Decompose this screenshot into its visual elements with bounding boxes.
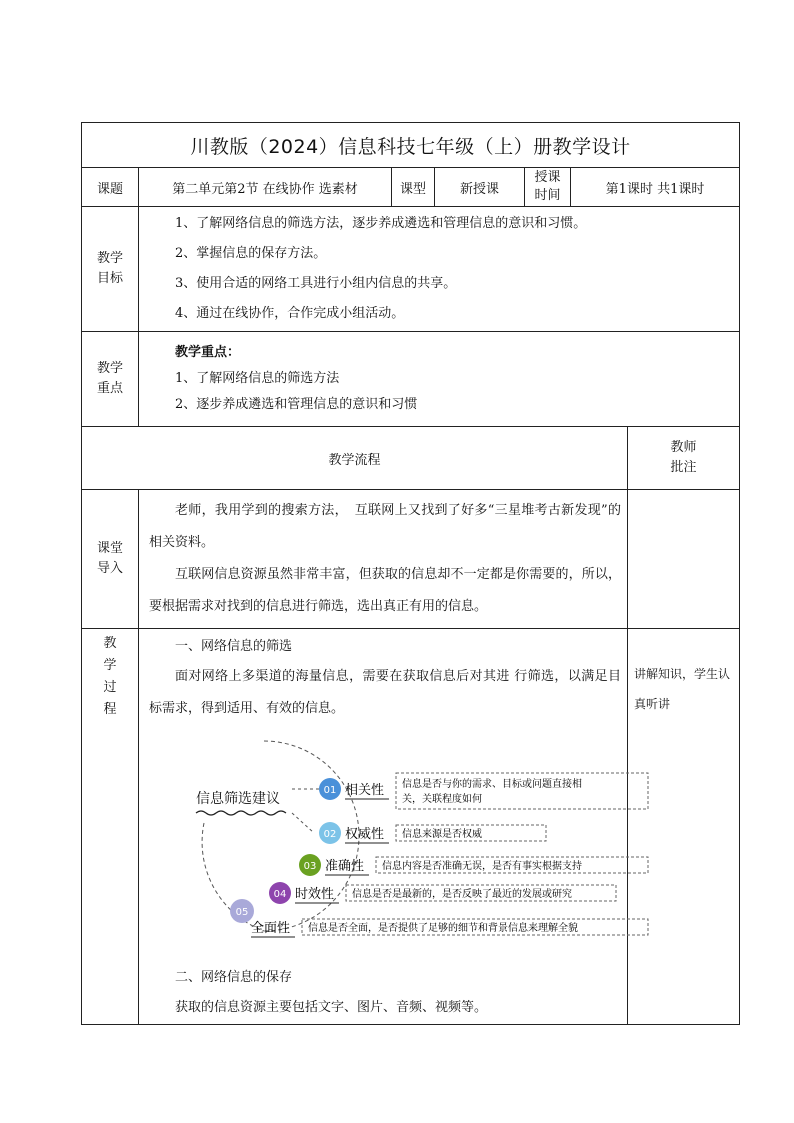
- section-2-text: 获取的信息资源主要包括文字、图片、音频、视频等。: [175, 1000, 488, 1015]
- lesson-plan-table: [81, 122, 740, 1025]
- connector-line: [292, 813, 314, 833]
- section-1-title: 一、网络信息的筛选: [175, 639, 293, 654]
- teacher-note-label-line-1: 教师: [670, 440, 697, 455]
- key-points-label-line-1: 教学: [96, 361, 123, 376]
- item-05-name: 全面性: [251, 921, 291, 936]
- item-05: [230, 899, 648, 937]
- info-filter-diagram: [184, 733, 654, 958]
- item-03-num: 03: [303, 861, 317, 872]
- item-02-desc: 信息来源是否权威: [402, 829, 482, 840]
- process-label-line-3: 过: [103, 680, 117, 695]
- center-label-underline: [196, 811, 286, 815]
- key-points-label: [82, 332, 139, 427]
- item-01-desc-line-2: 关，关联程度如何: [402, 794, 482, 805]
- objectives-label: [82, 207, 139, 332]
- time-label-line-1: 授课: [534, 170, 561, 185]
- item-02-name: 权威性: [345, 827, 385, 842]
- item-01-desc-line-1: 信息是否与你的需求、目标或问题直接相: [402, 779, 582, 790]
- item-04-desc: 信息是否是最新的，是否反映了最近的发展或研究: [352, 889, 572, 900]
- item-04-num: 04: [273, 889, 287, 900]
- type-value: 新授课: [435, 168, 525, 207]
- intro-content: [139, 490, 628, 629]
- time-label-line-2: 时间: [534, 188, 561, 203]
- key-points-content: [139, 332, 740, 427]
- key-points-label-line-2: 重点: [96, 381, 123, 396]
- process-label-line-4: 程: [103, 702, 117, 717]
- item-05-num: 05: [235, 907, 249, 918]
- page-title: 川教版（2024）信息科技七年级（上）册教学设计: [82, 123, 740, 168]
- item-01-name: 相关性: [345, 783, 385, 798]
- topic-value: 第二单元第2节 在线协作 选素材: [139, 168, 392, 207]
- section-2-title: 二、网络信息的保存: [175, 970, 293, 985]
- item-03-desc: 信息内容是否准确无误，是否有事实根据支持: [382, 861, 582, 872]
- diagram-center-label: 信息筛选建议: [196, 791, 280, 807]
- item-04: [269, 882, 616, 904]
- objective-item: 4、通过在线协作，合作完成小组活动。: [175, 306, 405, 321]
- intro-paragraph: 互联网信息资源虽然非常丰富，但获取的信息却不一定都是你需要的，所以，要根据需求对找到的信息进行筛选，选出真正有用的信息。: [149, 567, 621, 614]
- process-label: [82, 629, 139, 1025]
- time-value: 第1课时 共1课时: [571, 168, 740, 207]
- intro-label-line-1: 课堂: [96, 541, 123, 556]
- objective-item: 2、掌握信息的保存方法。: [175, 246, 327, 261]
- process-teacher-note: 讲解知识，学生认真听讲: [628, 629, 740, 1025]
- topic-label: 课题: [82, 168, 139, 207]
- key-point-item: 2、逐步养成遴选和管理信息的意识和习惯: [175, 397, 418, 412]
- item-01: [319, 773, 648, 809]
- type-label: 课型: [392, 168, 435, 207]
- time-label: [525, 168, 571, 207]
- item-02: [319, 822, 546, 844]
- section-1-text: 面对网络上多渠道的海量信息，需要在获取信息后对其进 行筛选，以满足目标需求，得到适用、有效的信息。: [149, 669, 621, 716]
- intro-label-line-2: 导入: [96, 561, 123, 576]
- objective-item: 3、使用合适的网络工具进行小组内信息的共享。: [175, 276, 457, 291]
- item-04-name: 时效性: [295, 887, 335, 902]
- key-points-heading: 教学重点：: [175, 345, 241, 360]
- flow-heading: 教学流程: [82, 427, 628, 490]
- key-point-item: 1、了解网络信息的筛选方法: [175, 371, 340, 386]
- process-label-line-2: 学: [103, 658, 117, 673]
- process-content: [139, 629, 628, 1025]
- process-label-line-1: 教: [103, 636, 117, 651]
- item-05-desc: 信息是否全面，是否提供了足够的细节和背景信息来理解全貌: [308, 923, 578, 934]
- teacher-note-label-line-2: 批注: [670, 460, 697, 475]
- intro-teacher-note: [628, 490, 740, 629]
- info-filter-diagram-svg: [184, 733, 654, 958]
- objective-item: 1、了解网络信息的筛选方法，逐步养成遴选和管理信息的意识和习惯。: [175, 216, 587, 231]
- objectives-label-line-2: 目标: [96, 271, 123, 286]
- teacher-note-label: [628, 427, 740, 490]
- item-03: [299, 854, 648, 876]
- item-02-num: 02: [323, 829, 337, 840]
- intro-paragraph: 老师，我用学到的搜索方法， 互联网上又找到了好多“三星堆考古新发现”的相关资料。: [149, 503, 621, 550]
- item-03-name: 准确性: [325, 859, 365, 874]
- intro-label: [82, 490, 139, 629]
- objectives-label-line-1: 教学: [96, 251, 123, 266]
- objectives-content: [139, 207, 740, 332]
- item-01-num: 01: [323, 785, 337, 796]
